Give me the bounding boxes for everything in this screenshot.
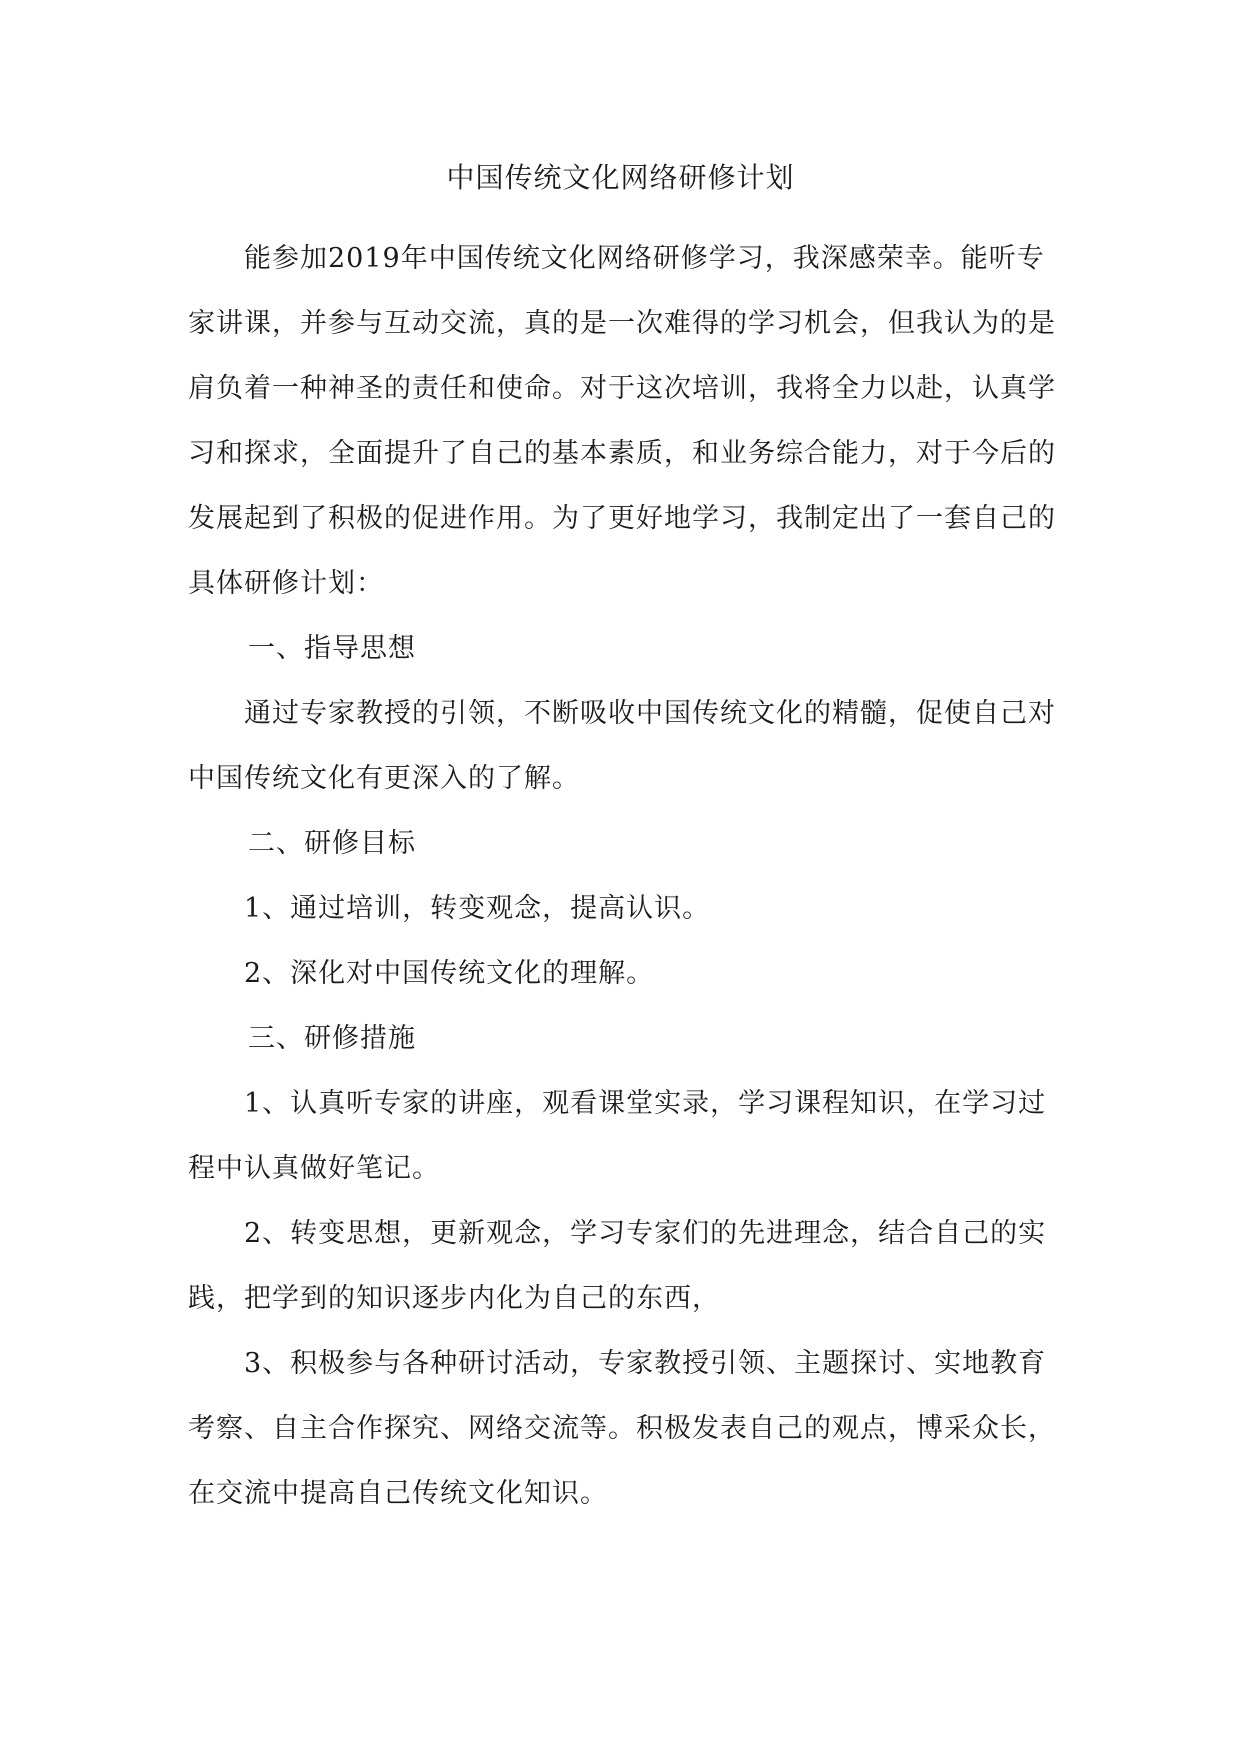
measure-item-3: 3、积极参与各种研讨活动，专家教授引领、主题探讨、实地教育考察、自主合作探究、网络交流等。积极发表自己的观点，博采众长，在交流中提高自己传统文化知识。 (188, 1348, 1056, 1509)
section-heading-measures: 三、研修措施 (248, 1023, 416, 1054)
intro-paragraph: 能参加2019年中国传统文化网络研修学习，我深感荣幸。能听专家讲课，并参与互动交流，真的是一次难得的学习机会，但我认为的是肩负着一种神圣的责任和使命。对于这次培训，我将全力以赴，认真学习和探求，全面提升了自己的基本素质，和业务综合能力，对于今后的发展起到了积极的促进作用。为了更好地学习，我制定出了一套自己的具体研修计划： (188, 243, 1056, 599)
guiding-thought-paragraph: 通过专家教授的引领，不断吸收中国传统文化的精髓，促使自己对中国传统文化有更深入的了解。 (188, 698, 1056, 794)
measure-item-2: 2、转变思想，更新观念，学习专家们的先进理念，结合自己的实践，把学到的知识逐步内化为自己的东西， (188, 1218, 1047, 1314)
goal-item-1: 1、通过培训，转变观念，提高认识。 (244, 893, 711, 924)
section-heading-guiding-thought: 一、指导思想 (248, 633, 416, 664)
measure-item-1: 1、认真听专家的讲座，观看课堂实录，学习课程知识，在学习过程中认真做好笔记。 (188, 1088, 1047, 1184)
document-title: 中国传统文化网络研修计划 (446, 161, 795, 194)
section-heading-goals: 二、研修目标 (248, 828, 416, 859)
goal-item-2: 2、深化对中国传统文化的理解。 (244, 958, 655, 989)
document-body (188, 226, 1058, 1526)
